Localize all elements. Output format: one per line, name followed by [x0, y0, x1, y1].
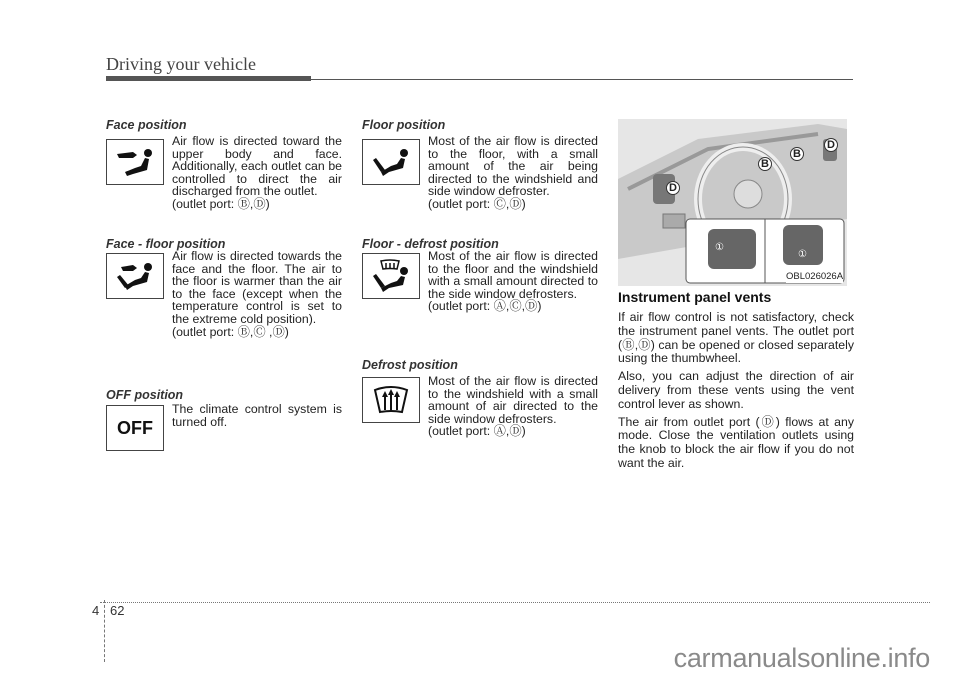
face-vent-icon: [106, 139, 164, 185]
page-number: 62: [110, 603, 125, 618]
floor-defrost-icon: [362, 253, 420, 299]
section-heading-face-floor: Face - floor position: [106, 237, 226, 251]
section-heading-floor-defrost: Floor - defrost position: [362, 237, 499, 251]
section-body: Most of the air flow is directed to the floor, with a small amount of the air being directed to the windshield and side window defroster.: [428, 134, 598, 199]
footer-rule: [100, 602, 930, 603]
section-heading-floor: Floor position: [362, 118, 446, 132]
outlet-ports: (outlet port: Ⓒ,Ⓓ): [428, 196, 526, 211]
header-bar: [106, 76, 311, 81]
instrument-para-1: If air flow control is not satisfactory, check the instrument panel vents. The outlet port (Ⓑ,Ⓓ) can be opened or closed separately using the thumbwheel.: [618, 310, 854, 366]
outlet-ports: (outlet port: Ⓑ,Ⓒ ,Ⓓ): [172, 324, 289, 339]
section-text-face-floor: [172, 250, 342, 338]
vent-label-d-right: D: [824, 138, 838, 152]
thumbwheel-mark-2: ①: [798, 249, 807, 260]
section-body: Air flow is directed towards the face and the floor. The air to the floor is warmer than the air to the face (except when the temperature control is set to the extreme cold position).: [172, 249, 342, 326]
face-floor-vent-icon: [106, 253, 164, 299]
instrument-para-3: The air from outlet port (Ⓓ) flows at any mode. Close the ventilation outlets using the knob to block the air flow if you do not want the air.: [618, 414, 854, 470]
instrument-panel-heading: Instrument panel vents: [618, 289, 772, 305]
vent-label-d-left: D: [666, 181, 680, 195]
footer-divider: [104, 600, 105, 662]
section-heading-face: Face position: [106, 118, 187, 132]
section-text-face: [172, 135, 342, 211]
section-heading-defrost: Defrost position: [362, 358, 458, 372]
outlet-ports: (outlet port: Ⓑ,Ⓓ): [172, 196, 270, 211]
off-label: OFF: [117, 417, 153, 438]
outlet-ports: (outlet port: Ⓐ,Ⓒ,Ⓓ): [428, 299, 542, 314]
off-icon: [106, 405, 164, 451]
thumbwheel-mark-1: ①: [715, 242, 724, 253]
watermark: carmanualsonline.info: [673, 643, 930, 673]
section-body: Air flow is directed toward the upper body and face. Additionally, each outlet can be controlled to direct the air discharged from the outlet.: [172, 134, 342, 199]
vent-label-b-center: B: [758, 157, 772, 171]
header-rule: [311, 79, 853, 80]
section-body: Most of the air flow is directed to the floor and the windshield with a small amount directed to the side window defrosters.: [428, 249, 598, 301]
section-body: The climate control system is turned off.: [172, 402, 342, 429]
instrument-panel-section: [618, 289, 854, 475]
outlet-ports: (outlet port: Ⓐ,Ⓓ): [428, 424, 526, 439]
page-header-title: Driving your vehicle: [106, 54, 256, 74]
floor-vent-icon: [362, 139, 420, 185]
dashboard-vents-figure: [618, 119, 847, 286]
section-heading-off: OFF position: [106, 388, 184, 402]
section-body: Most of the air flow is directed to the windshield with a small amount of air directed to the side window defrosters.: [428, 374, 598, 426]
instrument-para-2: Also, you can adjust the direction of air delivery from these vents using the vent control lever as shown.: [618, 369, 854, 411]
defrost-icon: [362, 377, 420, 423]
figure-code: OBL026026A: [786, 271, 844, 282]
section-text-floor-defrost: [428, 250, 598, 313]
vent-label-b-right: B: [790, 147, 804, 161]
chapter-number: 4: [92, 603, 100, 618]
section-text-off: [172, 403, 342, 428]
section-text-floor: [428, 135, 598, 211]
section-text-defrost: [428, 375, 598, 438]
